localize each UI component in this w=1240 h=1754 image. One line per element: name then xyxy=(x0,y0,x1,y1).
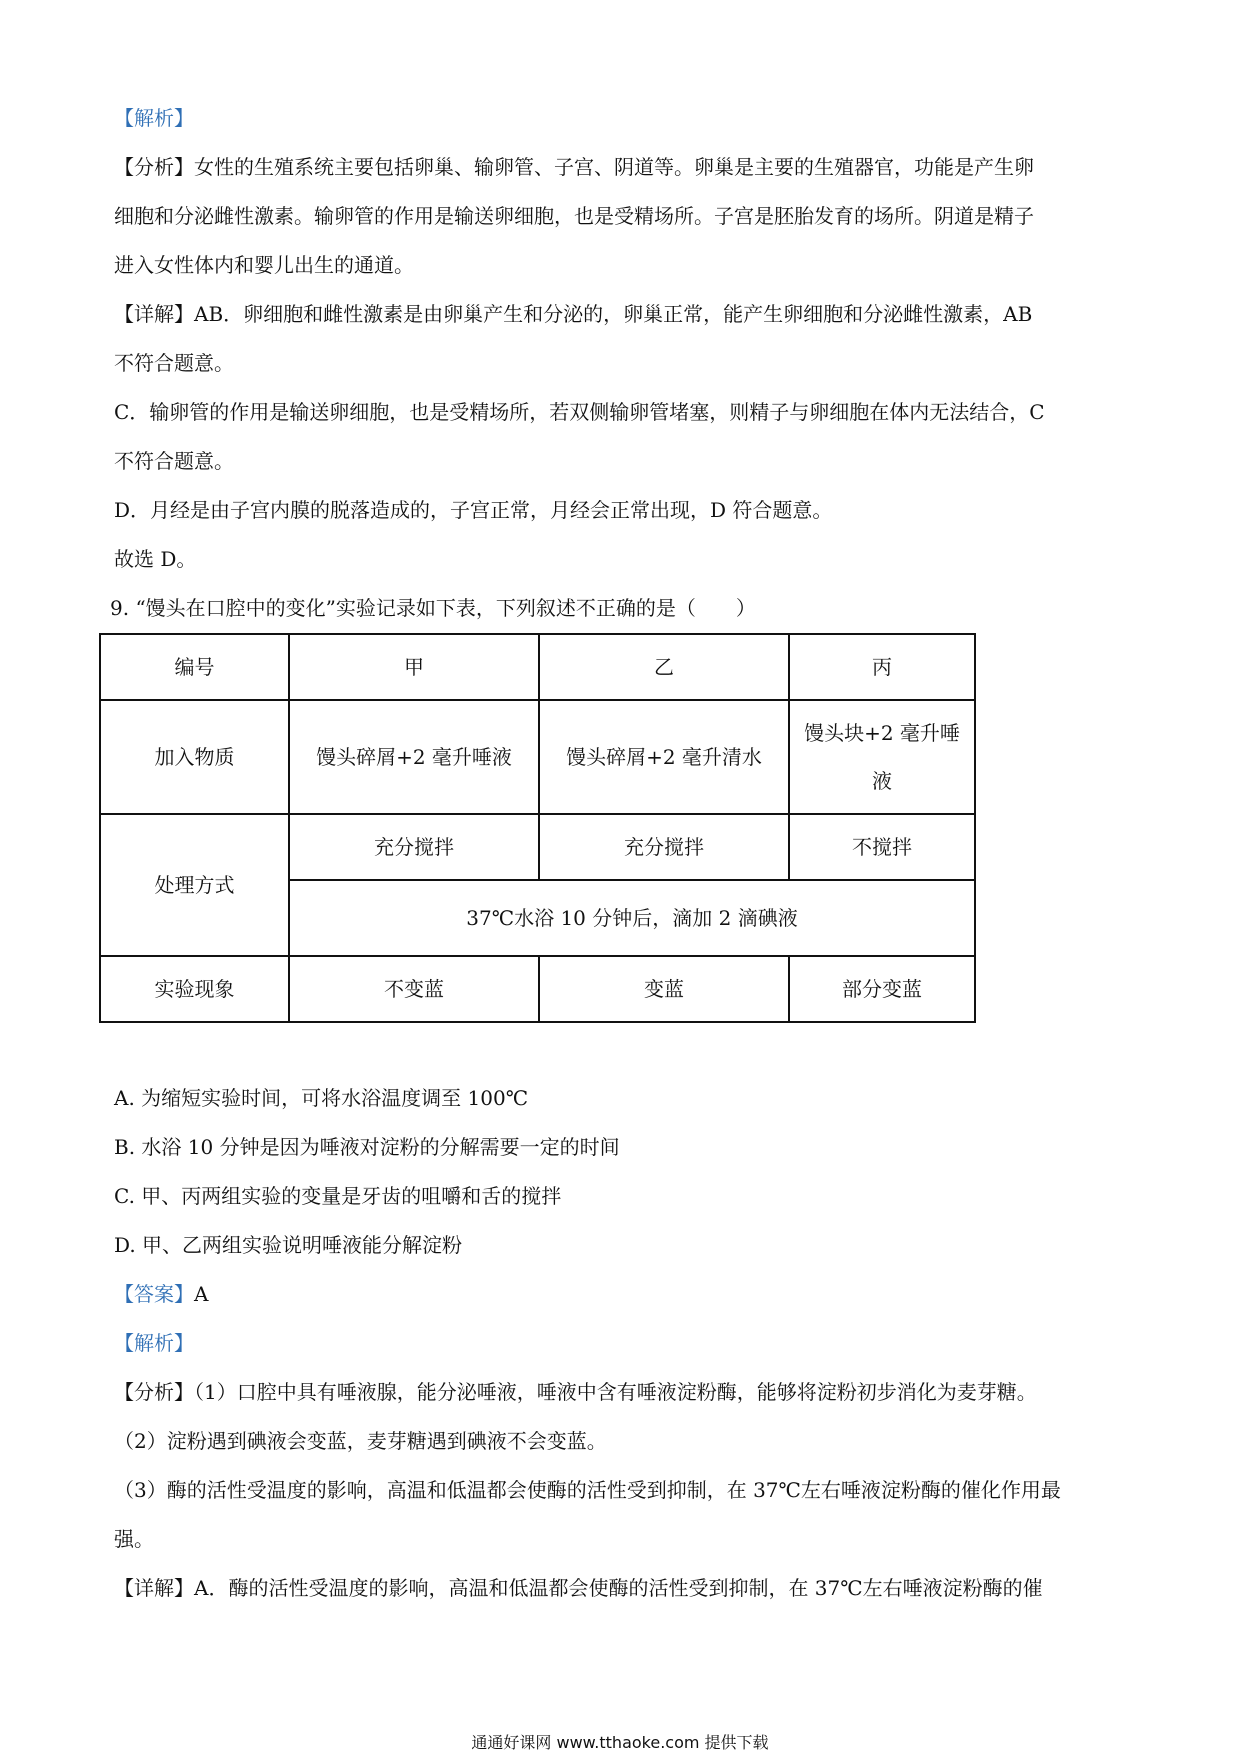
xiangjie-text: A．酶的活性受温度的影响，高温和低温都会使酶的活性受到抑制，在 37℃左右唾液淀粉酶的催 xyxy=(194,1576,1043,1600)
table-merged-cell: 37℃水浴 10 分钟后，滴加 2 滴碘液 xyxy=(289,880,975,956)
table-row-label: 实验现象 xyxy=(100,956,289,1022)
answer-line xyxy=(114,1280,1134,1308)
xiangjie-text: AB．卵细胞和雌性激素是由卵巢产生和分泌的，卵巢正常，能产生卵细胞和分泌雌性激素，AB xyxy=(194,302,1033,326)
option-c-explanation-line-2: 不符合题意。 xyxy=(114,449,234,473)
table-cell: 丙 xyxy=(789,634,975,700)
fenxi-text-line-3: 进入女性体内和婴儿出生的通道。 xyxy=(114,253,414,277)
option-a: A. 为缩短实验时间，可将水浴温度调至 100℃ xyxy=(114,1086,529,1110)
fenxi-point-3: （3）酶的活性受温度的影响，高温和低温都会使酶的活性受到抑制，在 37℃左右唾液淀粉酶的催化作用最 xyxy=(114,1478,1061,1502)
option-c-explanation: C．输卵管的作用是输送卵细胞，也是受精场所，若双侧输卵管堵塞，则精子与卵细胞在体内无法结合，C xyxy=(114,400,1045,424)
option-d: D. 甲、乙两组实验说明唾液能分解淀粉 xyxy=(114,1233,463,1257)
option-d-explanation: D．月经是由子宫内膜的脱落造成的，子宫正常，月经会正常出现，D 符合题意。 xyxy=(114,498,833,522)
table-cell: 不变蓝 xyxy=(289,956,539,1022)
table-cell: 编号 xyxy=(100,634,289,700)
conclusion: 故选 D。 xyxy=(114,547,197,571)
analysis-tag: 【解析】 xyxy=(114,106,194,130)
table-cell: 馒头碎屑+2 毫升清水 xyxy=(539,700,789,814)
table-cell: 充分搅拌 xyxy=(539,814,789,880)
experiment-table xyxy=(99,633,976,1023)
table-cell: 充分搅拌 xyxy=(289,814,539,880)
table-row-label: 加入物质 xyxy=(100,700,289,814)
table-cell: 乙 xyxy=(539,634,789,700)
table-row xyxy=(100,814,975,880)
fenxi-point-2: （2）淀粉遇到碘液会变蓝，麦芽糖遇到碘液不会变蓝。 xyxy=(114,1429,607,1453)
fenxi-text-line-2: 细胞和分泌雌性激素。输卵管的作用是输送卵细胞，也是受精场所。子宫是胚胎发育的场所。阴道是精子 xyxy=(114,204,1034,228)
table-row xyxy=(100,700,975,814)
table-cell: 变蓝 xyxy=(539,956,789,1022)
table-cell: 不搅拌 xyxy=(789,814,975,880)
xiangjie-label: 【详解】 xyxy=(114,302,194,326)
detail-paragraph-line xyxy=(114,300,1134,328)
option-b: B. 水浴 10 分钟是因为唾液对淀粉的分解需要一定的时间 xyxy=(114,1135,620,1159)
fenxi-text: 女性的生殖系统主要包括卵巢、输卵管、子宫、阴道等。卵巢是主要的生殖器官，功能是产生卵 xyxy=(194,155,1034,179)
fenxi-text: （1）口腔中具有唾液腺，能分泌唾液，唾液中含有唾液淀粉酶，能够将淀粉初步消化为麦芽糖。 xyxy=(194,1380,1037,1404)
answer-label: 【答案】 xyxy=(114,1282,194,1306)
answer-value: A xyxy=(194,1282,209,1306)
analysis-paragraph-line xyxy=(114,1378,1134,1406)
page-footer: 通通好课网 www.tthaoke.com 提供下载 xyxy=(471,1733,769,1752)
fenxi-label: 【分析】 xyxy=(114,1380,194,1404)
fenxi-point-3-line-2: 强。 xyxy=(114,1527,154,1551)
table-cell: 甲 xyxy=(289,634,539,700)
table-cell: 部分变蓝 xyxy=(789,956,975,1022)
table-header-row xyxy=(100,634,975,700)
table-cell: 馒头碎屑+2 毫升唾液 xyxy=(289,700,539,814)
table-row xyxy=(100,956,975,1022)
detail-paragraph-line xyxy=(114,1574,1134,1602)
table-row-label: 处理方式 xyxy=(100,814,289,956)
xiangjie-text-line-2: 不符合题意。 xyxy=(114,351,234,375)
analysis-tag: 【解析】 xyxy=(114,1331,194,1355)
table-cell: 馒头块+2 毫升唾液 xyxy=(789,700,975,814)
question-stem: 9. “馒头在口腔中的变化”实验记录如下表，下列叙述不正确的是（ ） xyxy=(110,596,756,620)
analysis-paragraph-line xyxy=(114,153,1134,181)
option-c: C. 甲、丙两组实验的变量是牙齿的咀嚼和舌的搅拌 xyxy=(114,1184,562,1208)
fenxi-label: 【分析】 xyxy=(114,155,194,179)
xiangjie-label: 【详解】 xyxy=(114,1576,194,1600)
